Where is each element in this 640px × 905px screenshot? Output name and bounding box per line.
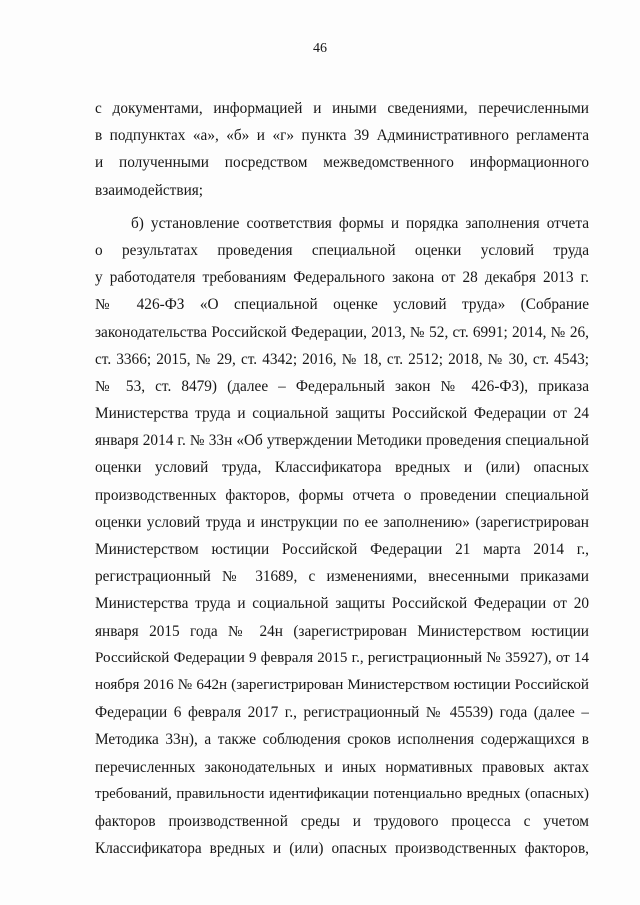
document-body	[95, 95, 589, 862]
text-line: Министерства труда и социальной защиты Российской Федерации от 20	[95, 595, 589, 613]
text-line: б) установление соответствия формы и порядка заполнения отчета	[131, 214, 589, 232]
text-line: в подпунктах «а», «б» и «г» пункта 39 Административного регламента	[95, 127, 589, 145]
text-line: оценки условий труда и инструкции по ее заполнению» (зарегистрирован	[95, 513, 589, 531]
text-line: законодательства Российской Федерации, 2013, № 52, ст. 6991; 2014, № 26,	[95, 323, 589, 341]
text-line: января 2015 года № 24н (зарегистрирован Министерством юстиции	[95, 622, 589, 640]
text-line: взаимодействия;	[95, 181, 204, 199]
text-line: факторов производственной среды и трудового процесса с учетом	[95, 812, 589, 830]
text-line: и полученными посредством межведомственного информационного	[95, 154, 589, 172]
text-line: № 53, ст. 8479) (далее – Федеральный закон № 426-ФЗ), приказа	[95, 377, 589, 395]
text-line: Федерации 6 февраля 2017 г., регистрационный № 45539) года (далее –	[95, 704, 589, 722]
text-line: Методика 33н), а также соблюдения сроков исполнения содержащихся в	[95, 731, 589, 749]
text-line: перечисленных законодательных и иных нормативных правовых актах	[95, 758, 589, 776]
text-line: ст. 3366; 2015, № 29, ст. 4342; 2016, № 18, ст. 2512; 2018, № 30, ст. 4543;	[95, 350, 589, 368]
text-line: с документами, информацией и иными сведениями, перечисленными	[95, 100, 589, 117]
text-line: Министерством юстиции Российской Федерации 21 марта 2014 г.,	[95, 541, 589, 558]
text-line: производственных факторов, формы отчета о проведении специальной	[95, 486, 589, 504]
text-line: о результатах проведения специальной оценки условий труда	[95, 241, 589, 259]
text-line: требований, правильности идентификации потенциально вредных (опасных)	[95, 785, 589, 802]
paragraph	[95, 95, 589, 204]
text-line: № 426-ФЗ «О специальной оценке условий труда» (Собрание	[95, 296, 589, 314]
text-line: регистрационный № 31689, с изменениями, внесенными приказами	[95, 568, 589, 586]
text-line: января 2014 г. № 33н «Об утверждении Методики проведения специальной	[95, 432, 589, 450]
text-line: у работодателя требованиям Федерального закона от 28 декабря 2013 г.	[95, 269, 589, 287]
text-line: оценки условий труда, Классификатора вредных и (или) опасных	[95, 459, 589, 477]
text-line: Классификатора вредных и (или) опасных производственных факторов,	[95, 840, 589, 858]
paragraph	[95, 210, 589, 863]
text-line: ноября 2016 № 642н (зарегистрирован Министерством юстиции Российской	[95, 676, 589, 693]
text-line: Российской Федерации 9 февраля 2015 г., регистрационный № 35927), от 14	[95, 649, 589, 666]
text-line: Министерства труда и социальной защиты Российской Федерации от 24	[95, 405, 589, 423]
page-number: 46	[313, 41, 327, 56]
